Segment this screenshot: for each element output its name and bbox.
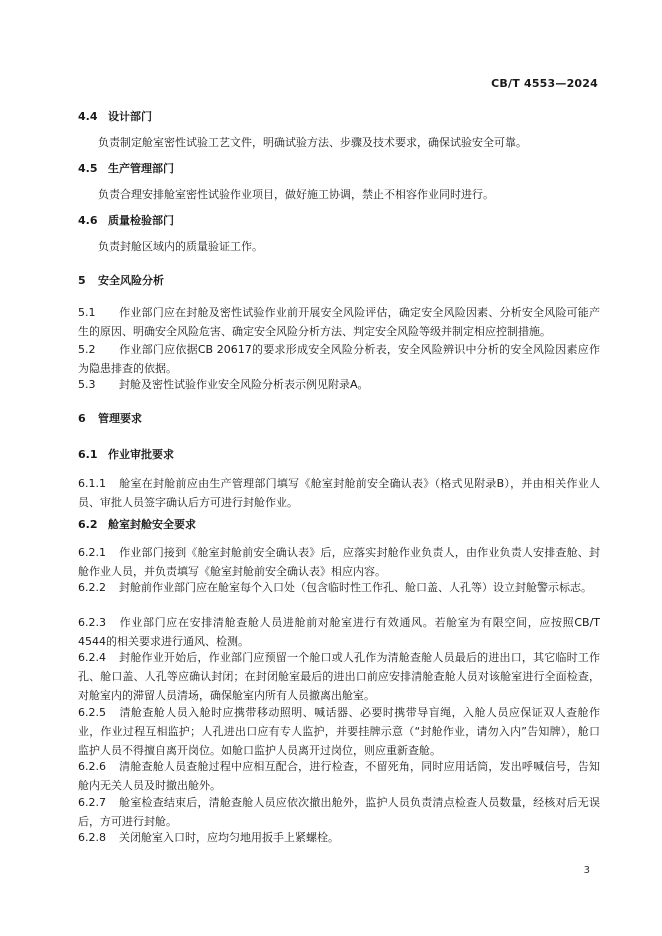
clause-number: 6.1.1 xyxy=(78,477,106,490)
heading-number: 6 xyxy=(78,412,86,425)
paragraph-4-6: 负责封舱区域内的质量验证工作。 xyxy=(98,240,263,253)
clause-number: 6.2.8 xyxy=(78,831,106,844)
clause-text: 作业部门应在封舱及密性试验作业前开展安全风险评估，确定安全风险因素、分析安全风险可能产生的原因、明确安全风险危害、确定安全风险分析方法、判定安全风险等级并制定相应控制措施。 xyxy=(78,306,600,338)
heading-number: 6.2 xyxy=(78,518,98,531)
heading-title: 设计部门 xyxy=(108,110,152,123)
paragraph-5-2 xyxy=(78,340,600,378)
clause-text: 封舱前作业部门应在舱室每个入口处（包含临时性工作孔、舱口盖、人孔等）设立封舱警示标志。 xyxy=(119,581,592,594)
clause-number: 6.2.4 xyxy=(78,651,106,664)
heading-number: 4.5 xyxy=(78,162,98,175)
paragraph-6-2-3 xyxy=(78,613,600,651)
heading-4-6 xyxy=(78,212,174,228)
paragraph-6-2-1 xyxy=(78,543,600,581)
clause-number: 6.2.6 xyxy=(78,760,106,773)
clause-text: 封舱作业开始后，作业部门应预留一个舱口或人孔作为清舱查舱人员最后的进出口，其它临时工作孔、舱口盖、人孔等应确认封闭；在封闭舱室最后的进出口前应安排清舱查舱人员对该舱室进行全面检查，对舱室内的滞留人员清场，确保舱室内所有人员撤离出舱室。 xyxy=(78,651,600,702)
clause-number: 6.2.7 xyxy=(78,796,106,809)
clause-text: 清舱查舱人员查舱过程中应相互配合，进行检查，不留死角，同时应用话筒，发出呼喊信号，告知舱内无关人员及时撤出舱外。 xyxy=(78,760,600,792)
heading-number: 5 xyxy=(78,274,86,287)
heading-title: 质量检验部门 xyxy=(108,214,174,227)
heading-number: 6.1 xyxy=(78,448,98,461)
heading-title: 作业审批要求 xyxy=(108,448,174,461)
heading-title: 生产管理部门 xyxy=(108,162,174,175)
heading-4-5 xyxy=(78,160,174,176)
heading-number: 4.6 xyxy=(78,214,98,227)
clause-text: 封舱及密性试验作业安全风险分析表示例见附录A。 xyxy=(119,378,369,391)
heading-6-1 xyxy=(78,446,174,462)
heading-6 xyxy=(78,410,142,426)
clause-number: 5.1 xyxy=(78,306,96,319)
paragraph-6-2-5 xyxy=(78,703,600,760)
heading-title: 舱室封舱安全要求 xyxy=(108,518,196,531)
heading-title: 管理要求 xyxy=(98,412,142,425)
paragraph-5-3 xyxy=(78,375,600,394)
paragraph-6-2-7 xyxy=(78,793,600,831)
clause-number: 6.2.3 xyxy=(78,616,106,629)
paragraph-5-1 xyxy=(78,303,600,341)
clause-text: 舱室检查结束后，清舱查舱人员应依次撤出舱外，监护人员负责清点检查人员数量，经核对后无误后，方可进行封舱。 xyxy=(78,796,600,828)
heading-title: 安全风险分析 xyxy=(98,274,164,287)
paragraph-6-2-2 xyxy=(78,578,600,597)
clause-text: 作业部门应依据CB 20617的要求形成安全风险分析表，安全风险辨识中分析的安全风险因素应作为隐患排查的依据。 xyxy=(78,343,600,375)
paragraph-4-5: 负责合理安排舱室密性试验作业项目，做好施工协调，禁止不相容作业同时进行。 xyxy=(98,188,494,201)
heading-number: 4.4 xyxy=(78,110,98,123)
page-number: 3 xyxy=(583,865,590,876)
clause-number: 6.2.5 xyxy=(78,706,106,719)
heading-6-2 xyxy=(78,516,196,532)
paragraph-6-1-1 xyxy=(78,474,600,512)
paragraph-6-2-4 xyxy=(78,648,600,705)
paragraph-6-2-6 xyxy=(78,757,600,795)
clause-text: 作业部门应在安排清舱查舱人员进舱前对舱室进行有效通风。若舱室为有限空间，应按照CB/T 4544的相关要求进行通风、检测。 xyxy=(78,616,600,648)
paragraph-6-2-8 xyxy=(78,828,600,847)
clause-number: 5.3 xyxy=(78,378,96,391)
clause-number: 6.2.2 xyxy=(78,581,106,594)
paragraph-4-4: 负责制定舱室密性试验工艺文件，明确试验方法、步骤及技术要求，确保试验安全可靠。 xyxy=(98,136,527,149)
heading-4-4 xyxy=(78,108,152,124)
clause-number: 5.2 xyxy=(78,343,96,356)
standard-code: CB/T 4553—2024 xyxy=(491,77,598,90)
clause-text: 作业部门接到《舱室封舱前安全确认表》后，应落实封舱作业负责人，由作业负责人安排查舱、封舱作业人员，并负责填写《舱室封舱前安全确认表》相应内容。 xyxy=(78,546,600,578)
clause-number: 6.2.1 xyxy=(78,546,106,559)
heading-5 xyxy=(78,272,164,288)
clause-text: 关闭舱室入口时，应均匀地用扳手上紧螺栓。 xyxy=(119,831,339,844)
clause-text: 清舱查舱人员入舱时应携带移动照明、喊话器、必要时携带导盲绳，入舱人员应保证双人查舱作业，作业过程互相监护；人孔进出口应有专人监护，并要挂牌示意（“封舱作业，请勿入内”告知牌），舱口监护人员不得擅自离开岗位。如舱口监护人员离开过岗位，则应重新查舱。 xyxy=(78,706,600,757)
clause-text: 舱室在封舱前应由生产管理部门填写《舱室封舱前安全确认表》（格式见附录B），并由相关作业人员、审批人员签字确认后方可进行封舱作业。 xyxy=(78,477,600,509)
